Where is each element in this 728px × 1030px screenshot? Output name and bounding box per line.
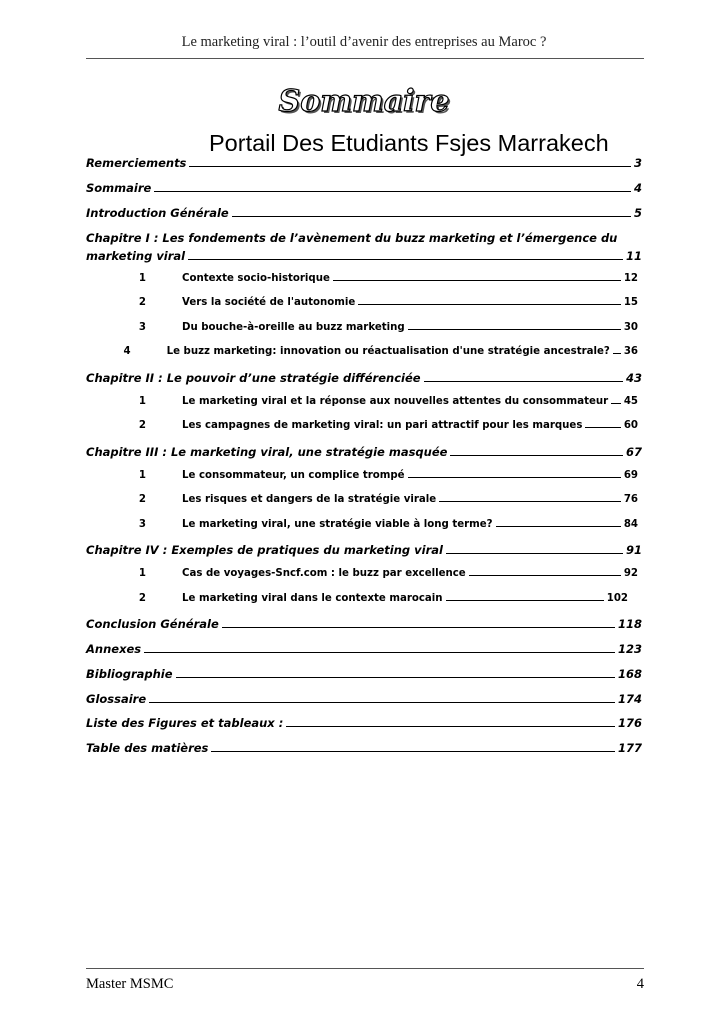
toc-subentry-page: 60 — [623, 420, 638, 431]
toc-leader — [154, 191, 631, 192]
toc-leader — [286, 726, 615, 727]
toc-subentry-number: 3 — [138, 322, 146, 333]
toc-subentry[interactable] — [86, 346, 642, 357]
toc-leader — [424, 381, 623, 382]
toc-leader — [189, 166, 631, 167]
toc-entry-page: 176 — [617, 716, 642, 730]
toc-subentry-page: 84 — [623, 519, 638, 530]
footer-rule — [86, 968, 644, 969]
toc-entry-label: Chapitre II : Le pouvoir d’une stratégie différenciée — [86, 371, 421, 385]
toc-leader — [446, 600, 604, 601]
toc-subentry-label: Contexte socio-historique — [182, 273, 330, 284]
toc-entry-label: Glossaire — [86, 692, 147, 706]
toc-leader — [408, 329, 621, 330]
toc-entry-page: 174 — [617, 692, 642, 706]
toc-subentry-page: 76 — [623, 494, 638, 505]
toc-entry-label: Introduction Générale — [86, 206, 229, 220]
toc-entry-label: Liste des Figures et tableaux : — [86, 716, 284, 730]
toc-entry-page: 4 — [633, 181, 642, 195]
toc-subentry-label: Le marketing viral et la réponse aux nouvelles attentes du consommateur — [182, 396, 609, 407]
toc-subentry-label: Le buzz marketing: innovation ou réactualisation d'une stratégie ancestrale? — [166, 346, 610, 357]
toc-leader — [188, 259, 623, 260]
toc-subentry-label: Du bouche-à-oreille au buzz marketing — [182, 322, 405, 333]
toc-subentry-label: Le marketing viral, une stratégie viable à long terme? — [182, 519, 493, 530]
toc-leader — [408, 477, 621, 478]
toc-subentry-number: 2 — [138, 297, 146, 308]
toc-subentry[interactable] — [86, 322, 642, 333]
toc-entry-page: 11 — [625, 249, 642, 263]
toc-subentry[interactable] — [86, 519, 642, 530]
toc-entry-page: 118 — [617, 617, 642, 631]
toc-entry-page: 5 — [633, 206, 642, 220]
toc-entry-page: 3 — [633, 156, 642, 170]
toc-entry[interactable] — [86, 231, 642, 263]
toc-entry-page: 67 — [625, 445, 642, 459]
toc-subentry-number: 2 — [138, 494, 146, 505]
toc-subentry-page: 30 — [623, 322, 638, 333]
toc-entry[interactable] — [86, 617, 642, 631]
toc-entry[interactable] — [86, 181, 642, 195]
toc-entry[interactable] — [86, 741, 642, 755]
toc-entry-page: 168 — [617, 667, 642, 681]
toc-subentry[interactable] — [86, 273, 642, 284]
toc-subentry-number: 2 — [138, 593, 146, 604]
toc-subentry-page: 102 — [606, 593, 628, 604]
toc-entry-page: 123 — [617, 642, 642, 656]
toc-entry[interactable] — [86, 371, 642, 385]
toc-leader — [611, 403, 621, 404]
toc-subentry[interactable] — [86, 396, 642, 407]
toc-leader — [232, 216, 631, 217]
toc-entry-label: Sommaire — [86, 181, 152, 195]
toc-subentry-page: 69 — [623, 470, 638, 481]
toc-subentry-page: 36 — [623, 346, 638, 357]
toc-leader — [496, 526, 621, 527]
toc-subentry-number: 4 — [123, 346, 131, 357]
toc-subentry-label: Les risques et dangers de la stratégie virale — [182, 494, 437, 505]
toc-subentry-page: 45 — [623, 396, 638, 407]
toc-subentry-number: 3 — [138, 519, 146, 530]
toc-entry-page: 43 — [625, 371, 642, 385]
toc-entry-page: 91 — [625, 543, 642, 557]
toc-entry[interactable] — [86, 692, 642, 706]
toc-entry-label: Chapitre III : Le marketing viral, une stratégie masquée — [86, 445, 448, 459]
toc-subentry-page: 15 — [623, 297, 638, 308]
toc-subentry-number: 1 — [138, 568, 146, 579]
toc-entry-label: Chapitre I : Les fondements de l’avènement du buzz marketing et l’émergence du — [86, 231, 618, 245]
toc-subentry-number: 2 — [138, 420, 146, 431]
toc-subentry[interactable] — [86, 593, 642, 604]
toc-subentry-number: 1 — [138, 470, 146, 481]
toc-entry[interactable] — [86, 445, 642, 459]
toc-subentry[interactable] — [86, 297, 642, 308]
toc-subentry[interactable] — [86, 568, 642, 579]
toc-leader — [439, 501, 621, 502]
toc-leader — [469, 575, 621, 576]
toc-subentry[interactable] — [86, 420, 642, 431]
toc-leader — [450, 455, 623, 456]
toc-subentry[interactable] — [86, 494, 642, 505]
toc-leader — [144, 652, 615, 653]
toc-entry-label: Annexes — [86, 642, 142, 656]
toc-subentry-label: Le consommateur, un complice trompé — [182, 470, 405, 481]
toc-subentry-label: Le marketing viral dans le contexte marocain — [182, 593, 443, 604]
footer-program: Master MSMC — [86, 976, 174, 992]
toc-entry-label: Table des matières — [86, 741, 209, 755]
toc-entry[interactable] — [86, 667, 642, 681]
toc-subentry-number: 1 — [138, 396, 146, 407]
toc-subentry-page: 12 — [623, 273, 638, 284]
toc-entry-page: 177 — [617, 741, 642, 755]
toc-leader — [149, 702, 615, 703]
header-rule — [86, 58, 644, 59]
toc-subentry-page: 92 — [623, 568, 638, 579]
toc-leader — [222, 627, 615, 628]
watermark-text: Portail Des Etudiants Fsjes Marrakech — [209, 130, 609, 156]
toc-entry-label: Bibliographie — [86, 667, 173, 681]
toc-subentry-label: Les campagnes de marketing viral: un pari attractif pour les marques — [182, 420, 583, 431]
toc-leader — [358, 304, 621, 305]
toc-entry-label: Remerciements — [86, 156, 187, 170]
page-title: Sommaire — [278, 84, 450, 119]
toc-subentry-label: Cas de voyages-Sncf.com : le buzz par excellence — [182, 568, 466, 579]
toc-leader — [446, 553, 623, 554]
toc-leader — [211, 751, 615, 752]
toc-leader — [613, 353, 621, 354]
toc-entry-label: Chapitre IV : Exemples de pratiques du marketing viral — [86, 543, 443, 557]
toc-leader — [176, 677, 615, 678]
toc-subentry[interactable] — [86, 470, 642, 481]
footer-page-number: 4 — [636, 976, 644, 992]
toc-entry[interactable] — [86, 543, 642, 557]
toc-entry-label: Conclusion Générale — [86, 617, 219, 631]
running-header: Le marketing viral : l’outil d’avenir des entreprises au Maroc ? — [181, 34, 547, 50]
toc-leader — [333, 280, 621, 281]
toc-subentry-number: 1 — [138, 273, 146, 284]
toc-entry-label: marketing viral — [86, 249, 186, 263]
toc-subentry-label: Vers la société de l'autonomie — [182, 297, 356, 308]
toc-entry[interactable] — [86, 206, 642, 220]
toc-entry-line — [86, 249, 642, 263]
toc-entry[interactable] — [86, 716, 642, 730]
page-footer — [86, 976, 644, 993]
toc-entry[interactable] — [86, 156, 642, 170]
toc-leader — [585, 427, 620, 428]
toc-entry[interactable] — [86, 642, 642, 656]
